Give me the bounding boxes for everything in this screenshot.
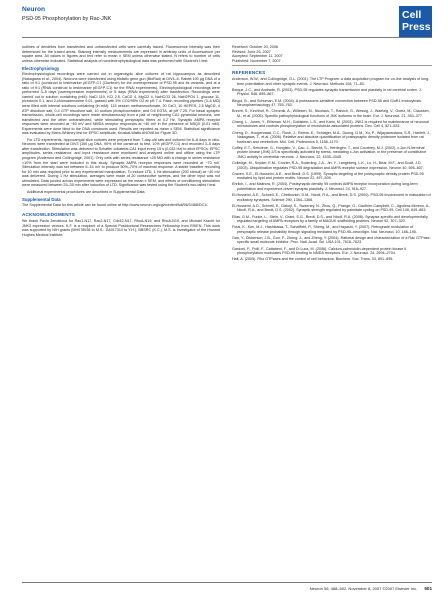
article-dates [232, 45, 432, 63]
reference-item: Beique, J.C., and Andrade, R. (2003). PSD-95 regulates synaptic transmission and plasticity in rat cerebral cortex. J. Physiol. 546, 859–867. [232, 87, 422, 97]
reference-item: Gao, Y., Dickerson, J.B., Guo, F., Zheng, J., and Zheng, Y. (2004). Rational design and characterization of a Rac GTPase-specific small molecule inhibitor. Proc. Natl. Acad. Sci. USA 101, 7618–7623. [232, 235, 431, 245]
reference-item: Ehrlich, I., and Malinow, R. (2004). Postsynaptic density 95 controls AMPA receptor incorporation during long-term potentiation and experience-driven synaptic plasticity. J. Neurosci. 24, 916–927. [232, 182, 418, 192]
logo-word-cell: Cell [402, 9, 422, 21]
electrophysiology-paragraph-2: For LTD experiments, hippocampal slice cultures were prepared from 7-day-old rats and cultured for 6–8 days in vitro. Neurons were transfected at DIV3 (100 µg DNA, 90% of the construct to test, 10% pEGFP-C1) and recorded 3–5 days after transfection. Stimulation was delivered to Schaffer collateral-CA1 input every 15 s (0.033 Hz) to elicit EPSCs. EPSC amplitudes, series resistance, and input resistance were monitored and analyzed online and offline using the LTP program (Anderson and Collingridge, 2001). Only cells with series resistance <25 MΩ with a change in series resistance <10% from the start were included in this study. Synaptic AMPA receptor responses were recorded at −70 mV. Stimulation intensity was set between 5–15 mV to produce 50%–70% of maximal response. A stable baseline recording for 10 min was required prior to any experimental manipulation. To induce LTD, 1 Hz stimulation (200 stimuli) at −40 mV was delivered. During 1 Hz stimulation, averages were made of 20 consecutive sweeps, and the other input was not stimulated. Data pooled across experiments were expressed as the mean ± SEM, and effects of conditioning stimulation were measured between 25–35 min after induction of LTD. Significance was tested using the Student's two-tailed t test. [22, 137, 220, 188]
reference-item: El-Husseini, A.D., Schnell, E., Dakoji, S., Sweeney, N., Zhou, Q., Prange, O., Gauthier-Campbell, C., Aguilera-Moreno, A., Nicoll, R.A., and Bredt, D.S. (2002). Synaptic strength regulated by palmitate cycling on PSD-95. Cell 108, 849–863. [232, 203, 431, 213]
reference-item: Craven, S.E., El-Husseini, A.E., and Bredt, D.S. (1999). Synaptic targeting of the postsynaptic density protein PSD-95 mediated by lipid and protein motifs. Neuron 22, 497–509. [232, 171, 424, 181]
supplemental-paragraph: The Supplemental Data for this article can be found online at http://www.neuron.org/cgi/content/full/56/3/488/DC1/. [22, 203, 209, 208]
cell-press-logo [399, 6, 432, 37]
reference-item: Chang, L., Jones, Y., Ellisman, M.H., Goldstein, L.S., and Karin, M. (2003). JNK1 is required for maintenance of neuronal microtubules and controls phosphorylation of microtubule-associated proteins. Dev. Cell 4, 521–533. [232, 119, 429, 129]
section-heading-supplemental: Supplemental Data [22, 197, 61, 203]
running-title: PSD-95 Phosphorylation by Rac-JNK [22, 16, 112, 22]
logo-word-press: Press [402, 21, 431, 33]
left-column [22, 45, 220, 573]
reference-item: Cheng, D., Hoogenraad, C.C., Rush, J., Ramm, E., Schlager, M.A., Duong, D.M., Xu, P., Wijayawardana, S.R., Hanfelt, J., Nakagawa, T., et al. (2006). Relative and absolute quantification of postsynaptic density proteome isolated from rat forebrain and cerebellum. Mol. Cell. Proteomics 5, 1158–1170. [232, 130, 431, 144]
journal-name: Neuron [22, 6, 46, 13]
electrophysiology-paragraph-1: Electrophysiological recordings were carried out in organotypic slice cultures of rat hippocampus as described (Nakagawa et al., 2004). Neurons were transfected using biolistic gene gun (BioRad) at DIV4–6. Rabbit 100 µg DNA of a ratio of 9:1 (construct to test/marker pEGFP-C1 (Clontech) for the overexpression of PSD-95 and its variants, and at a ratio of 9:1 (RNAi construct to test/marker pEGFP-C1) for the RNAi experiments). Electrophysiological recordings were performed 3–5 days (overexpression experiments) or 5 days (RNAi experiment) after transfection. Recordings were carried out in solution containing (mM): NaCl 119, KCl 2.5, CaCl2 4, MgCl2 4, NaHCO3 26, NaH2PO4 1, glucose 11, picrotoxin 0.1, and 2-chloroadenosine 0.01, gassed with 5% CO2/95% O2 at pH 7.4. Patch recording pipettes (3–6 MΩ) were filled with internal solutions containing (in mM): 115 cesium methanesulfonate, 20 CsCl, 10 HEPES, 2.5 MgCl2, 4 ATP disodium salt, 0.4 GTP trisodium salt, 10 sodium phosphocreatine, and 0.6 EGTA, at pH 7.25. For basal synaptic transmission, whole-cell recordings were made simultaneously from a pair of neighboring CA1 pyramidal neurons, one transfected and the other untransfected, while stimulating presynaptic fibers at 0.2 Hz. Synaptic AMPA receptor responses were recorded at −60 mV and NMDA receptor responses at +40 mV in the presence of NBQX (0.01 mM). Experiments were done blind to the DNA constructs used. Results are reported as mean ± SEM. Statistical significance was evaluated by Mann-Whitney test for EPSC amplitude, Kruskal-Wallis ANOVA for Figure 3D. [22, 72, 220, 136]
reference-item: Gardoni, F., Polli, F., Cattabeni, F., and Di Luca, M. (2006). Calcium-calmodulin-dependent protein kinase II phosphorylation modulates PSD-95 binding to NMDA receptors. Eur. J. Neurosci. 24, 2694–2704. [232, 246, 407, 256]
reference-list [232, 77, 432, 262]
acknowledgments-paragraph: We thank Pavla Jendelova for Rac1-N17, Rac2-N17, Cdc42-N17, RhoA-N19, and RhoA-N19, and Michael Kracht for JNK3 expression vectors. K.F. is a recipient of a Special Postdoctoral Researchers Fellowship from RIKEN. This work was supported by NIH grants (MH078936 to M.S., DA017310 to Y.H.), BBSRC (K.C.), M.S. is Investigator of the Howard Hughes Medical Institute. [22, 218, 220, 237]
page-number: 501 [424, 586, 432, 591]
reference-item: Hall, A. (2005). Rho GTPases and the control of cell behaviour. Biochem. Soc. Trans. 33, 891–895. [232, 257, 394, 262]
header-divider [22, 37, 432, 38]
date-received: Received: October 20, 2006 [232, 45, 278, 49]
footer-divider [22, 582, 432, 583]
date-revised: Revised: June 26, 2007 [232, 49, 271, 54]
reference-item: Coffey, E.T., Smiciene, G., Hongisto, V., Cao, J., Brecht, S., Herdegen, T., and Courtney, M.J. (2002). c-Jun N-terminal protein kinase (JNK) 2/3 is specifically activated by stress, mediating c-Jun activation, in the presence of constitutive JNK1 activity in cerebellar neurons. J. Neurosci. 22, 4335–4345. [232, 145, 427, 159]
reference-item: Colledge, M., Snyder, E.M., Crozier, R.A., Soderling, J.A., Jin, Y., Langeberg, L.K., Lu, H., Bear, M.F., and Scott, J.D. (2003). Ubiquitination regulates PSD-95 degradation and AMPA receptor surface expression. Neuron 40, 595–607. [232, 161, 424, 170]
page-footer [310, 586, 432, 591]
section-heading-acknowledgments: ACKNOWLEDGMENTS [22, 211, 76, 217]
footer-citation: Neuron 56, 488–502, November 8, 2007 ©2007 Elsevier Inc. [309, 586, 418, 591]
intro-paragraph: outlines of dendrites from transfected and untransfected cells were carefully traced. Fluorescence intensity was then determined for the traced areas. Staining intensity measurements are expressed in arbitrary units of fluorescence per square area. All values in figures and text refer to mean ± SEM unless otherwise stated. N refers to number of cells unless otherwise indicated. Statistical analysis of nonelectrophysiological data was performed with Student's t test. [22, 45, 220, 63]
reference-item: Anderson, W.W., and Collingridge, G.L. (2001). The LTP Program: a data acquisition program for on-line analysis of long-term potentiation and other synaptic events. J. Neurosci. Methods 108, 71–83. [232, 77, 430, 86]
reference-item: Futai, K., Kim, M.J., Hashikawa, T., Scheiffele, P., Sheng, M., and Hayashi, Y. (2007). Retrograde modulation of presynaptic release probability through signaling mediated by PSD-95–neuroligin. Nat. Neurosci. 10, 186–195. [232, 225, 417, 234]
date-published: Published: November 7, 2007 [232, 58, 281, 63]
references-divider [232, 65, 432, 66]
reference-item: Elias, G.M., Funke, L., Stein, V., Grant, S.G., Bredt, D.S., and Nicoll, R.A. (2006). Synapse-specific and developmentally regulated targeting of AMPA receptors by a family of MAGUK scaffolding proteins. Neuron 52, 307–320. [232, 214, 428, 224]
reference-item: Bingol, B., and Schuman, E.M. (2004). A proteasome-sensitive connection between PSD-95 and GluR1 endocytosis. Neuropharmacology 47, 755–763. [232, 98, 423, 108]
section-heading-electrophysiology: Electrophysiology [22, 66, 60, 72]
right-column [232, 45, 432, 573]
reference-item: Brecht, S., Kirchhof, R., Chromik, A., Willesen, M., Nicolaus, T., Raivich, G., Wessig, J., Waetzig, V., Goetz, M., Claussen, M., et al. (2005). Specific pathophysiological functions of JNK isoforms in the brain. Eur. J. Neurosci. 21, 363–377. [232, 109, 430, 118]
section-heading-references: REFERENCES [232, 70, 266, 76]
date-accepted: Accepted: September 11, 2007 [232, 54, 283, 59]
reference-item: El-Husseini, A.E., Schnell, E., Chetkovich, D.M., Nicoll, R.A., and Bredt, D.S. (2000). PSD-95 involvement in maturation of excitatory synapses. Science 290, 1364–1368. [232, 193, 431, 202]
electrophysiology-paragraph-3: Additional experimental procedures are described in Supplemental Data. [27, 189, 146, 194]
